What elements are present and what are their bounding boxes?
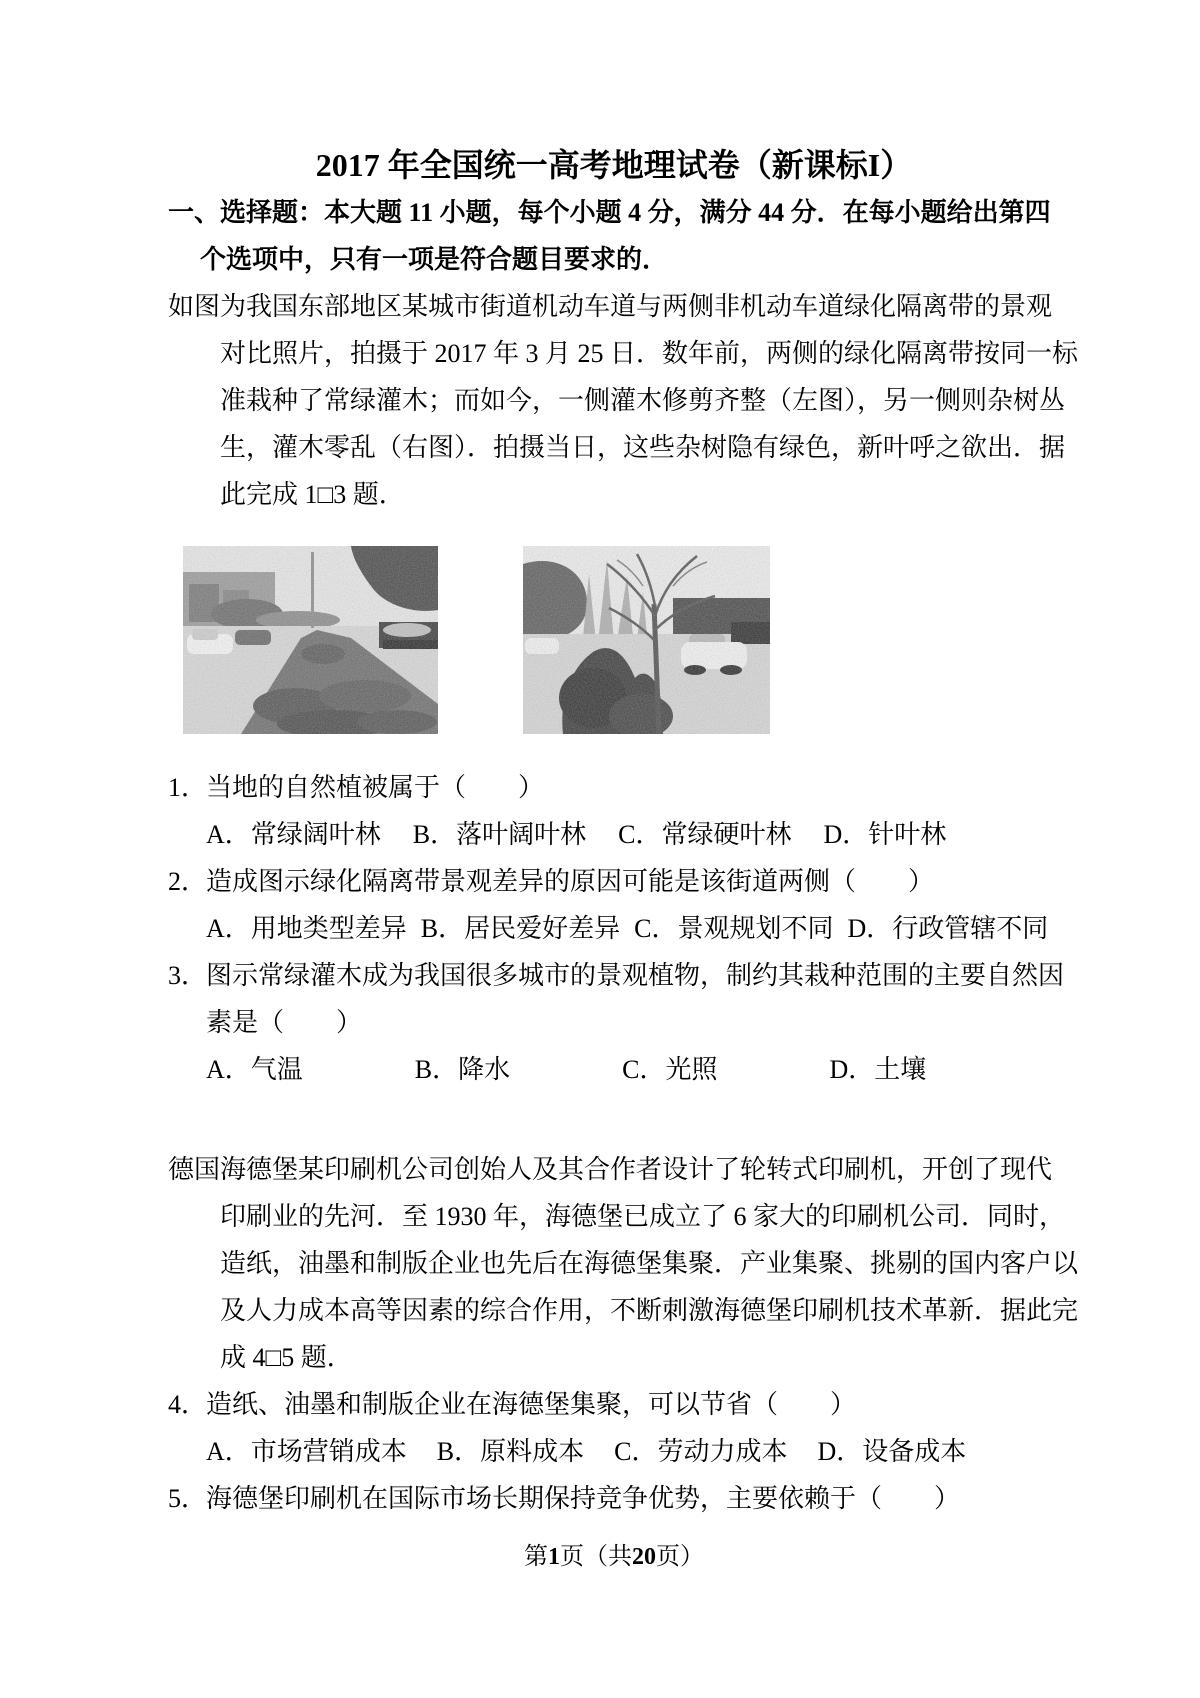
option-2b: B．居民爱好差异 — [420, 914, 621, 943]
option-4c: C．劳动力成本 — [614, 1437, 788, 1466]
passage1-line-1: 如图为我国东部地区某城市街道机动车道与两侧非机动车道绿化隔离带的景观 — [168, 292, 1053, 321]
option-1b: B．落叶阔叶林 — [412, 820, 587, 849]
option-3b: B．降水 — [414, 1055, 511, 1084]
passage2-line-5: 成 4□5 题． — [220, 1343, 353, 1372]
option-4d: D．设备成本 — [817, 1437, 967, 1466]
section-heading-line-2: 个选项中，只有一项是符合题目要求的． — [200, 245, 669, 274]
footer-total-pages: 20 — [632, 1544, 656, 1570]
passage2-line-2: 印刷业的先河．至 1930 年，海德堡已成立了 6 家大的印刷机公司．同时， — [220, 1202, 1066, 1231]
option-3d: D．土壤 — [829, 1055, 927, 1084]
page-footer — [168, 1539, 1060, 1575]
passage1-line-2: 对比照片，拍摄于 2017 年 3 月 25 日．数年前，两侧的绿化隔离带按同一标 — [220, 339, 1079, 368]
street-photo-left — [183, 546, 438, 734]
option-3a: A．气温 — [206, 1055, 303, 1084]
question-2-number: 2． — [168, 867, 208, 896]
street-photo-right — [523, 546, 770, 734]
option-2a: A．用地类型差异 — [206, 914, 407, 943]
option-4b: B．原料成本 — [436, 1437, 585, 1466]
passage1-line-4: 生，灌木零乱（右图）．拍摄当日，这些杂树隐有绿色，新叶呼之欲出．据 — [220, 433, 1066, 462]
passage1-line-3: 准栽种了常绿灌木；而如今，一侧灌木修剪齐整（左图），另一侧则杂树丛 — [220, 386, 1066, 415]
option-2c: C．景观规划不同 — [634, 914, 834, 943]
footer-suffix: 页） — [656, 1544, 704, 1570]
question-3-options — [168, 1046, 1060, 1093]
question-5-number: 5． — [168, 1484, 208, 1513]
footer-prefix: 第 — [524, 1544, 548, 1570]
passage2-line-1: 德国海德堡某印刷机公司创始人及其合作者设计了轮转式印刷机，开创了现代 — [168, 1155, 1053, 1184]
question-5-stem: 海德堡印刷机在国际市场长期保持竞争优势，主要依赖于（ ） — [206, 1484, 961, 1513]
option-1a: A．常绿阔叶林 — [206, 820, 381, 849]
question-2-options — [168, 905, 1060, 952]
question-2 — [168, 858, 1060, 905]
option-4a: A．市场营销成本 — [206, 1437, 407, 1466]
question-1-stem: 当地的自然植被属于（ ） — [206, 773, 545, 802]
passage2-line-4: 及人力成本高等因素的综合作用，不断刺激海德堡印刷机技术革新．据此完 — [220, 1296, 1079, 1325]
question-4-options — [168, 1428, 1060, 1475]
question-3 — [168, 952, 1065, 999]
question-1 — [168, 764, 1060, 811]
question-3-stem-line-2: 素是（ ） — [206, 1008, 363, 1037]
option-3c: C．光照 — [622, 1055, 718, 1084]
footer-page-number: 1 — [548, 1544, 560, 1570]
question-3-stem-line-1: 图示常绿灌木成为我国很多城市的景观植物，制约其栽种范围的主要自然因 — [206, 961, 1065, 990]
passage2-line-3: 造纸，油墨和制版企业也先后在海德堡集聚．产业集聚、挑剔的国内客户以 — [220, 1249, 1079, 1278]
question-4-number: 4． — [168, 1390, 208, 1419]
option-1c: C．常绿硬叶林 — [618, 820, 792, 849]
question-4-stem: 造纸、油墨和制版企业在海德堡集聚，可以节省（ ） — [206, 1390, 857, 1419]
question-2-stem: 造成图示绿化隔离带景观差异的原因可能是该街道两侧（ ） — [206, 867, 935, 896]
passage1-line-5: 此完成 1□3 题． — [220, 480, 405, 509]
question-1-number: 1． — [168, 773, 208, 802]
question-3-number: 3． — [168, 961, 208, 990]
page-title: 2017 年全国统一高考地理试卷（新课标I） — [315, 147, 913, 183]
option-1d: D．针叶林 — [823, 820, 947, 849]
footer-middle: 页（共 — [560, 1544, 632, 1570]
option-2d: D．行政管辖不同 — [847, 914, 1049, 943]
question-1-options — [168, 811, 1060, 858]
figure-photos — [168, 546, 1060, 734]
section-heading-line-1: 一、选择题：本大题 11 小题，每个小题 4 分，满分 44 分．在每小题给出第四 — [168, 198, 1051, 227]
question-5 — [168, 1475, 1060, 1522]
question-4 — [168, 1381, 1060, 1428]
